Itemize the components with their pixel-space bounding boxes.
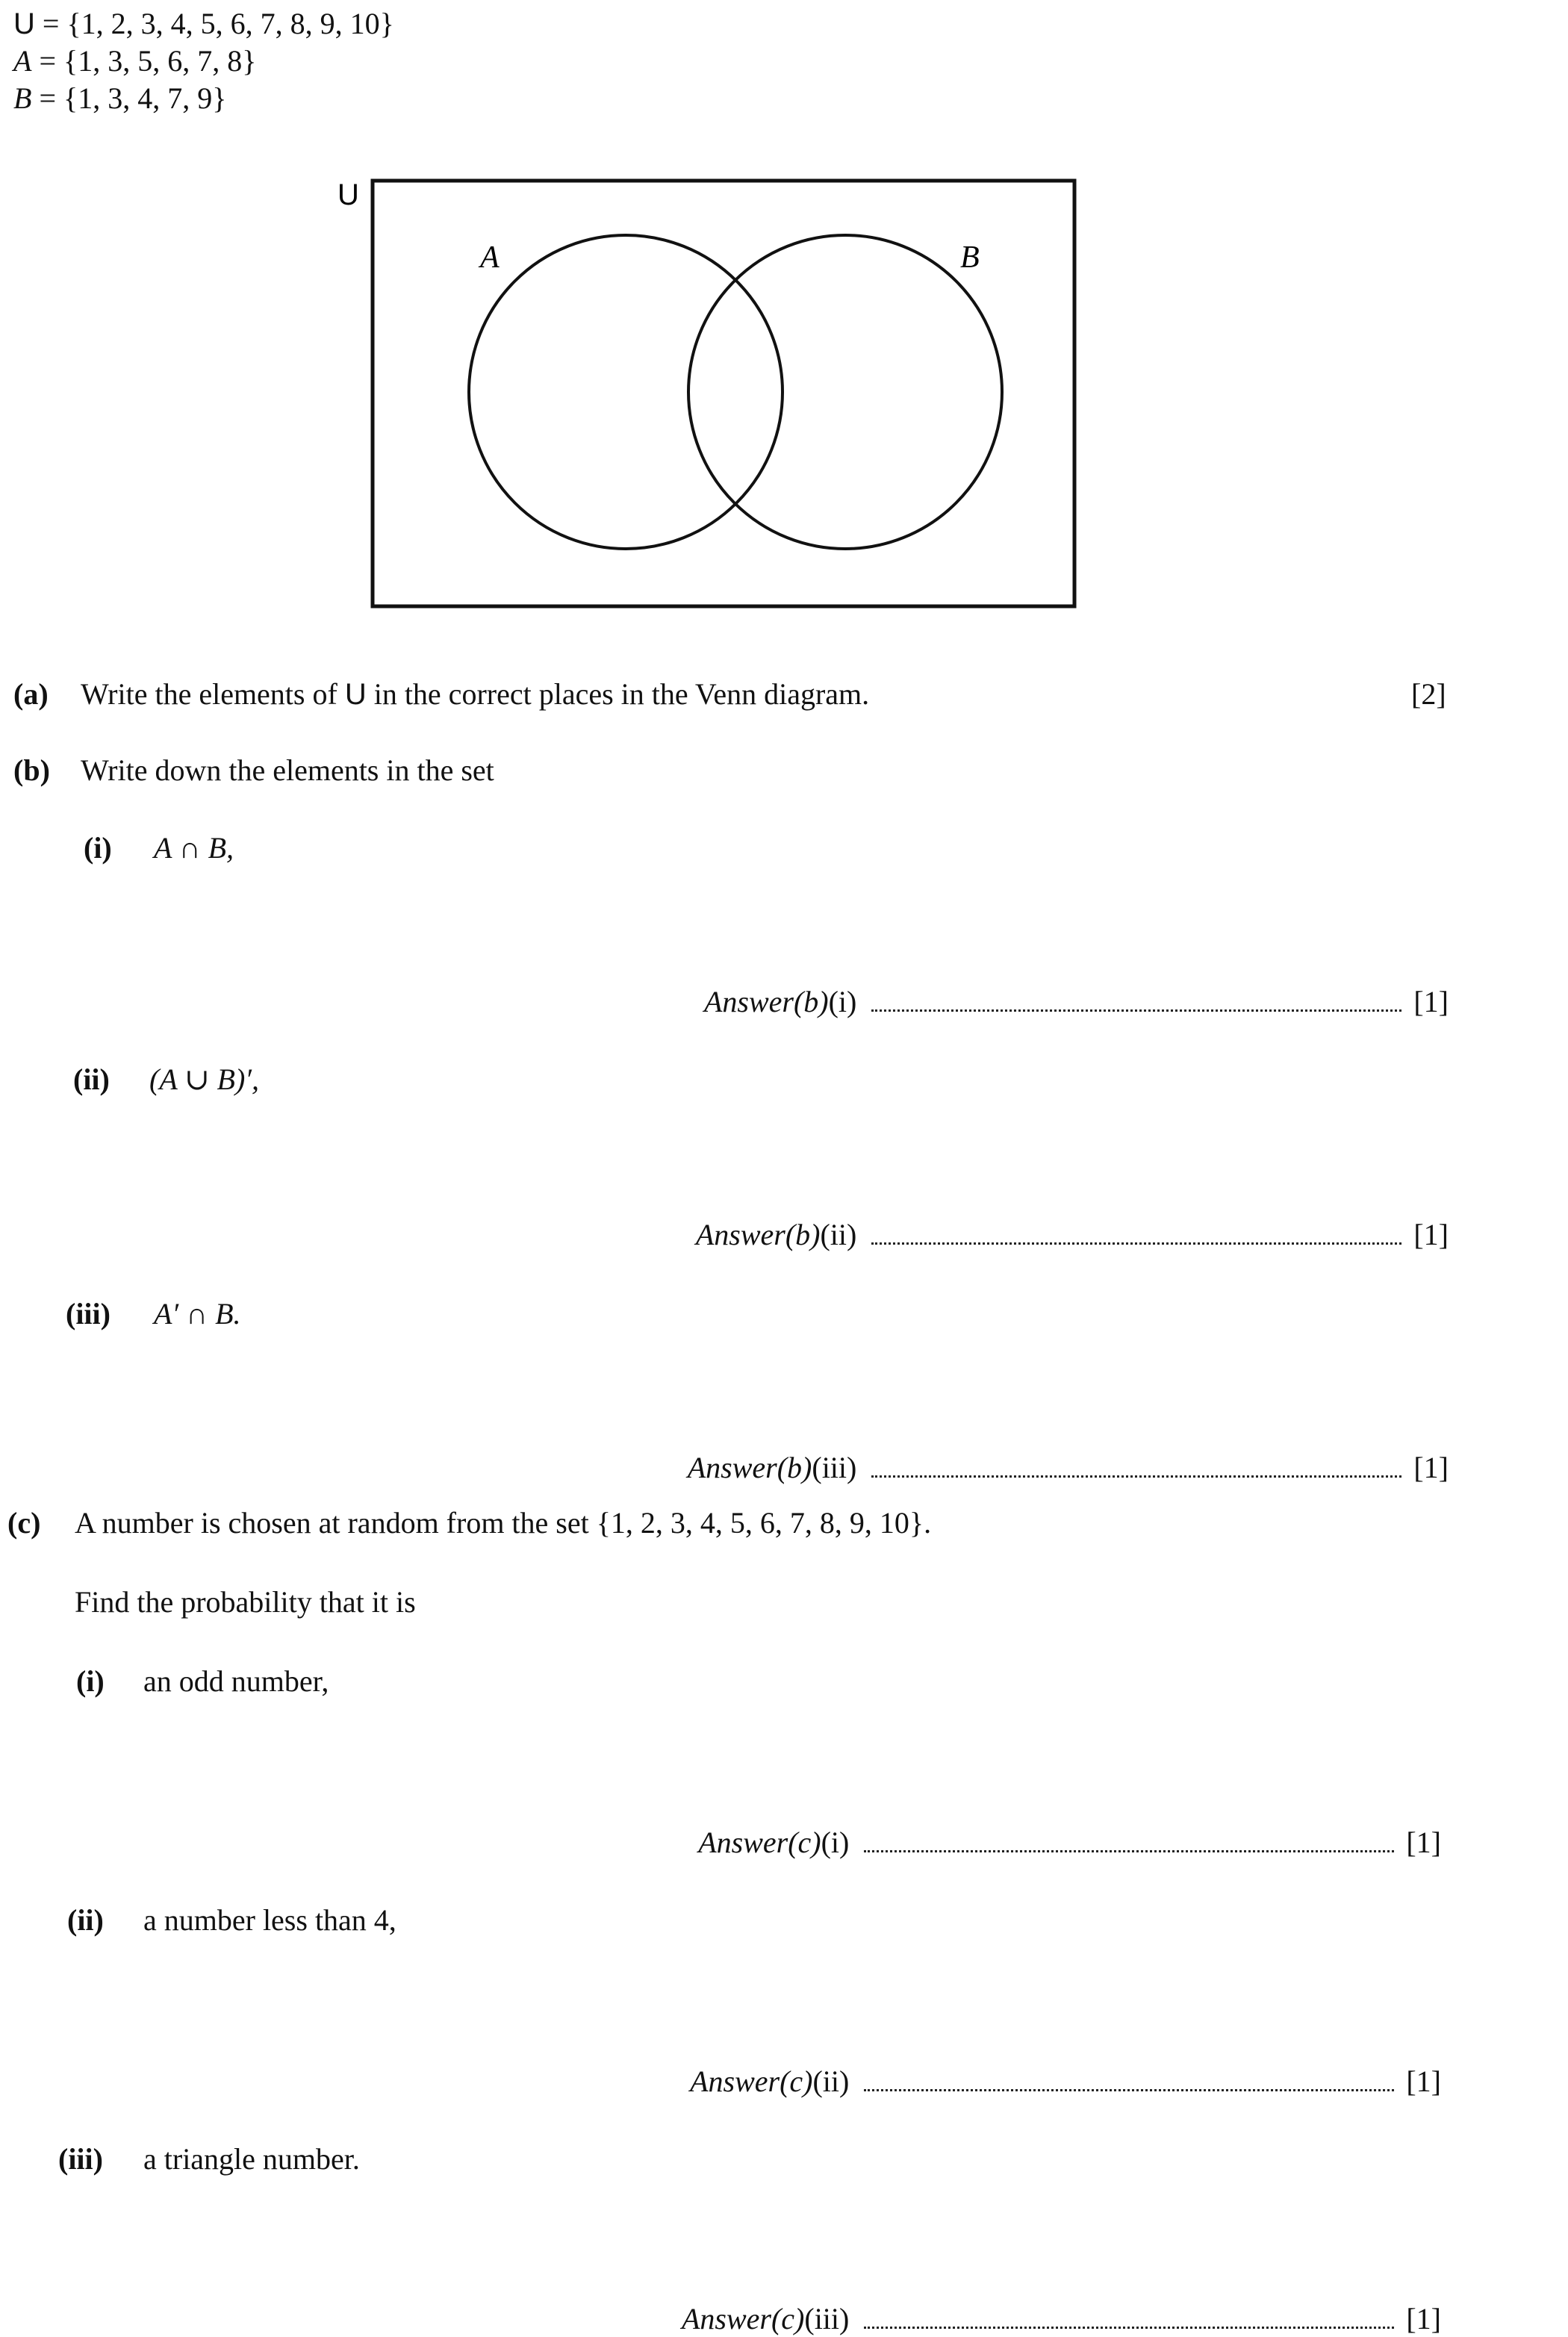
circle-a [469,235,783,549]
answer-c-iii-field[interactable] [864,2326,1394,2329]
part-b-i-label: (i) [84,831,112,865]
answer-b-iii-field[interactable] [871,1475,1401,1478]
answer-b-ii-label: Answer(b) [695,1218,821,1251]
part-b-iii-label: (iii) [66,1297,111,1331]
answer-b-i-number: (i) [828,985,857,1018]
circle-b-label: B [960,240,980,275]
venn-diagram [0,0,1568,627]
part-a-question [81,679,869,709]
answer-c-i-label: Answer(c) [698,1826,821,1859]
answer-b-ii-field[interactable] [871,1242,1401,1245]
answer-c-iii-number: (iii) [804,2302,850,2336]
set-u-elements: = {1, 2, 3, 4, 5, 6, 7, 8, 9, 10} [34,7,394,40]
answer-b-ii-marks: [1] [1413,1218,1449,1251]
part-c-i-text: an odd number, [143,1664,329,1698]
answer-c-ii-marks: [1] [1406,2064,1441,2098]
answer-c-ii-row [690,2064,1441,2098]
circle-b [688,235,1002,549]
part-b-i-expression: A ∩ B, [154,831,234,865]
part-b-label: (b) [13,753,50,787]
part-b-question: Write down the elements in the set [81,753,494,787]
answer-b-iii-number: (iii) [812,1451,857,1484]
part-b-ii-expression: (A ∪ B)′, [149,1062,260,1096]
answer-b-i-marks: [1] [1413,985,1449,1018]
part-b-ii-label: (ii) [73,1062,110,1096]
answer-c-ii-field[interactable] [864,2088,1394,2091]
answer-c-iii-marks: [1] [1406,2302,1441,2336]
part-c-label: (c) [7,1506,41,1540]
answer-c-ii-number: (ii) [812,2064,850,2098]
part-a-label: (a) [13,677,49,711]
answer-c-iii-label: Answer(c) [681,2302,805,2336]
set-b-symbol: B [13,81,32,115]
set-a-elements: = {1, 3, 5, 6, 7, 8} [31,44,257,78]
part-a-marks: [2] [1411,677,1446,711]
answer-b-ii-number: (ii) [820,1218,857,1251]
answer-b-iii-row [688,1453,1449,1483]
part-c-iii-text: a triangle number. [143,2142,360,2176]
answer-c-i-row [698,1828,1441,1858]
universal-set-label: U [337,178,359,211]
circle-a-label: A [480,240,500,275]
part-a-text-after: in the correct places in the Venn diagram. [366,677,870,711]
answer-c-iii-row [682,2304,1441,2334]
answer-b-i-field[interactable] [871,1009,1401,1012]
part-c-iii-label: (iii) [58,2142,103,2176]
part-c-question: A number is chosen at random from the set {1, 2, 3, 4, 5, 6, 7, 8, 9, 10}. [75,1506,932,1540]
part-c-prompt: Find the probability that it is [75,1585,416,1619]
part-c-i-label: (i) [76,1664,105,1698]
answer-b-ii-row [696,1220,1449,1250]
set-a-symbol: A [13,44,32,78]
set-b-elements: = {1, 3, 4, 7, 9} [31,81,227,115]
answer-c-i-field[interactable] [864,1849,1394,1852]
set-u-symbol: U [13,7,35,40]
part-c-ii-label: (ii) [67,1903,104,1937]
part-a-u-symbol: U [344,678,367,711]
answer-b-iii-label: Answer(b) [687,1451,812,1484]
answer-b-i-label: Answer(b) [703,985,829,1018]
answer-c-i-number: (i) [821,1826,850,1859]
part-a-text-before: Write the elements of [81,677,345,711]
part-c-ii-text: a number less than 4, [143,1903,396,1937]
part-b-iii-expression: A′ ∩ B. [154,1297,241,1331]
answer-c-i-marks: [1] [1406,1826,1441,1859]
answer-b-iii-marks: [1] [1413,1451,1449,1484]
answer-c-ii-label: Answer(c) [690,2064,813,2098]
answer-b-i-row [704,987,1449,1017]
